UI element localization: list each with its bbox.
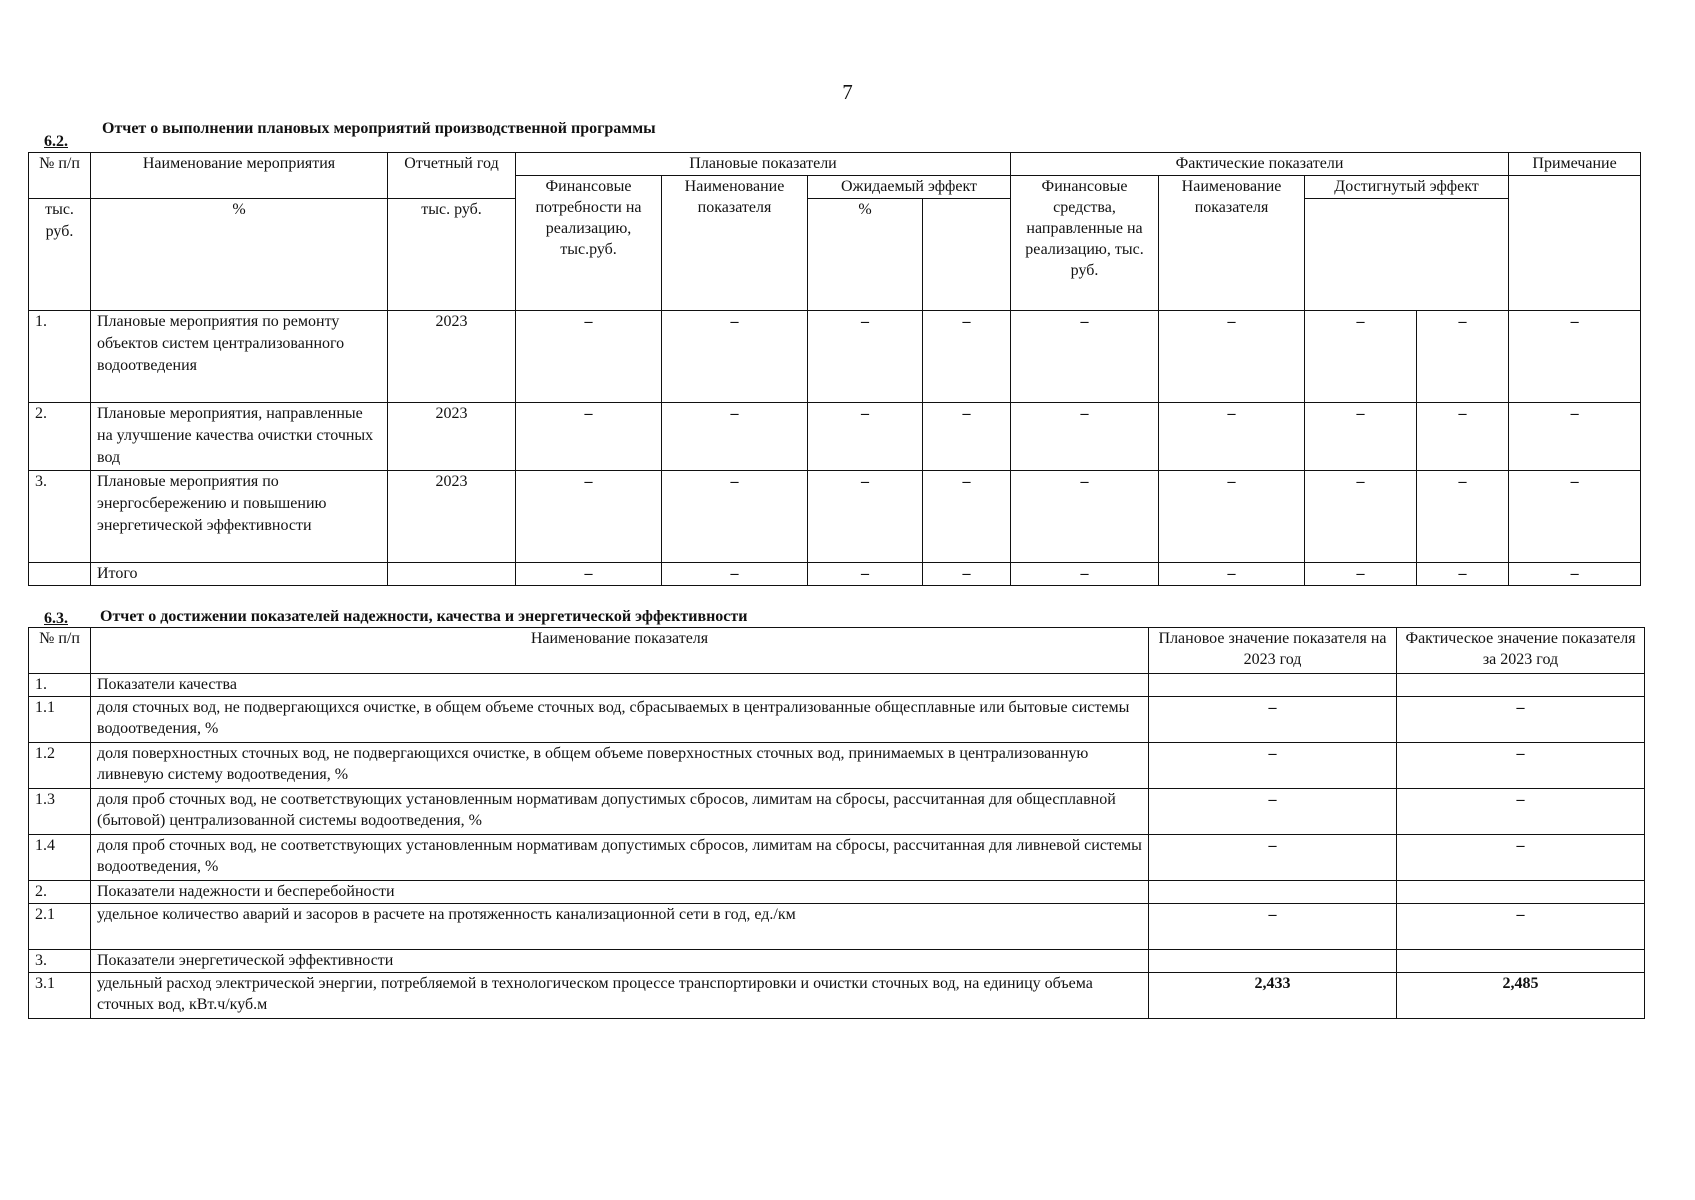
row-value: –	[1305, 471, 1417, 563]
row-value: –	[1305, 403, 1417, 471]
row-num: 1.	[29, 311, 91, 403]
row-indicator-name: удельное количество аварий и засоров в расчете на протяженность канализационной сети в год, ед./км	[91, 904, 1149, 950]
total-value: –	[923, 563, 1011, 586]
row-plan-value	[1149, 674, 1397, 697]
row-plan-value: –	[1149, 789, 1397, 835]
header-num: № п/п	[29, 628, 91, 674]
row-value: –	[923, 403, 1011, 471]
row-measure-name: Плановые мероприятия по энергосбережению и повышению энергетической эффективности	[91, 471, 388, 563]
header-plan-finance: Финансовые потребности на реализацию, тыс.руб.	[516, 176, 662, 311]
row-num: 2.	[29, 881, 91, 904]
row-actual-value: 2,485	[1397, 973, 1645, 1019]
row-indicator-name: Показатели надежности и бесперебойности	[91, 881, 1149, 904]
row-indicator-name: доля сточных вод, не подвергающихся очистке, в общем объеме сточных вод, сбрасываемых в централизованные общесплавные или бытовые системы водоотведения, %	[91, 697, 1149, 743]
row-actual-value: –	[1397, 904, 1645, 950]
row-value: –	[1159, 471, 1305, 563]
total-value: –	[808, 563, 923, 586]
row-actual-value	[1397, 950, 1645, 973]
table-row	[29, 471, 1641, 563]
row-value: –	[1417, 311, 1509, 403]
row-value: –	[1305, 311, 1417, 403]
header-num: № п/п	[29, 153, 91, 199]
row-num: 3.	[29, 950, 91, 973]
total-value: –	[516, 563, 662, 586]
row-value: –	[1509, 403, 1641, 471]
header-actual-value: Фактическое значение показателя за 2023 год	[1397, 628, 1645, 674]
header-plan-indicator: Наименование показателя	[662, 176, 808, 311]
row-measure-name: Плановые мероприятия, направленные на улучшение качества очистки сточных вод	[91, 403, 388, 471]
row-plan-value: –	[1149, 904, 1397, 950]
row-indicator-name: удельный расход электрической энергии, потребляемой в технологическом процессе транспортировки и очистки сточных вод, на единицу объема сточных вод, кВт.ч/куб.м	[91, 973, 1149, 1019]
table-row	[29, 403, 1641, 471]
row-value: –	[808, 471, 923, 563]
row-indicator-name: Показатели качества	[91, 674, 1149, 697]
row-value: –	[516, 311, 662, 403]
row-actual-value: –	[1397, 697, 1645, 743]
header-fact-pct: %	[808, 199, 923, 311]
row-value: –	[1159, 403, 1305, 471]
production-program-table	[28, 152, 1641, 586]
header-indicator-name: Наименование показателя	[91, 628, 1149, 674]
header-report-year: Отчетный год	[388, 153, 516, 199]
row-value: –	[662, 403, 808, 471]
row-value: –	[923, 311, 1011, 403]
row-num: 1.3	[29, 789, 91, 835]
header-achieved-effect: Достигнутый эффект	[1305, 176, 1509, 199]
row-num: 1.1	[29, 697, 91, 743]
section-6-3-number: 6.3.	[44, 610, 68, 627]
row-num: 1.2	[29, 743, 91, 789]
header-plan-pct: %	[91, 199, 388, 311]
header-actual-indicator: Наименование показателя	[1159, 176, 1305, 311]
row-indicator-name: Показатели энергетической эффективности	[91, 950, 1149, 973]
row-plan-value	[1149, 881, 1397, 904]
total-year	[388, 563, 516, 586]
total-value: –	[662, 563, 808, 586]
row-year: 2023	[388, 311, 516, 403]
header-plan-rub: тыс. руб.	[29, 199, 91, 311]
header-measure-name: Наименование мероприятия	[91, 153, 388, 199]
total-value: –	[1011, 563, 1159, 586]
row-value: –	[808, 311, 923, 403]
row-plan-value: –	[1149, 743, 1397, 789]
row-value: –	[1011, 471, 1159, 563]
row-actual-value	[1397, 881, 1645, 904]
row-measure-name: Плановые мероприятия по ремонту объектов систем централизованного водоотведения	[91, 311, 388, 403]
header-note-blank	[1509, 176, 1641, 311]
row-value: –	[1011, 311, 1159, 403]
row-num: 2.1	[29, 904, 91, 950]
row-num: 3.1	[29, 973, 91, 1019]
table-row	[29, 835, 1645, 881]
row-actual-value	[1397, 674, 1645, 697]
total-label: Итого	[91, 563, 388, 586]
total-value: –	[1159, 563, 1305, 586]
row-num: 2.	[29, 403, 91, 471]
header-actual: Фактические показатели	[1011, 153, 1509, 176]
row-value: –	[923, 471, 1011, 563]
row-actual-value: –	[1397, 835, 1645, 881]
row-actual-value: –	[1397, 789, 1645, 835]
row-actual-value: –	[1397, 743, 1645, 789]
section-6-2-number: 6.2.	[44, 133, 68, 150]
row-value: –	[516, 471, 662, 563]
header-note: Примечание	[1509, 153, 1641, 176]
row-plan-value	[1149, 950, 1397, 973]
table-row	[29, 674, 1645, 697]
row-value: –	[1509, 471, 1641, 563]
page-number: 7	[842, 80, 853, 104]
row-num: 3.	[29, 471, 91, 563]
row-value: –	[808, 403, 923, 471]
table-row	[29, 950, 1645, 973]
total-value: –	[1305, 563, 1417, 586]
row-num: 1.	[29, 674, 91, 697]
section-6-2-title: Отчет о выполнении плановых мероприятий производственной программы	[102, 120, 656, 137]
row-plan-value: –	[1149, 835, 1397, 881]
row-num: 1.4	[29, 835, 91, 881]
table-row	[29, 881, 1645, 904]
header-plan-value: Плановое значение показателя на 2023 год	[1149, 628, 1397, 674]
row-value: –	[662, 311, 808, 403]
row-plan-value: 2,433	[1149, 973, 1397, 1019]
row-value: –	[1417, 471, 1509, 563]
row-value: –	[1417, 403, 1509, 471]
header-expected-effect: Ожидаемый эффект	[808, 176, 1011, 199]
header-planned: Плановые показатели	[516, 153, 1011, 176]
row-year: 2023	[388, 403, 516, 471]
row-value: –	[1011, 403, 1159, 471]
row-indicator-name: доля проб сточных вод, не соответствующих установленным нормативам допустимых сбросов, лимитам на сбросы, рассчитанная для ливневой системы водоотведения, %	[91, 835, 1149, 881]
table-row	[29, 789, 1645, 835]
table-row	[29, 904, 1645, 950]
row-value: –	[1159, 311, 1305, 403]
row-indicator-name: доля проб сточных вод, не соответствующих установленным нормативам допустимых сбросов, лимитам на сбросы, рассчитанная для общесплавной (бытовой) централизованной системы водоотведения, %	[91, 789, 1149, 835]
table-row	[29, 973, 1645, 1019]
row-value: –	[1509, 311, 1641, 403]
row-year: 2023	[388, 471, 516, 563]
table-row	[29, 697, 1645, 743]
total-value: –	[1417, 563, 1509, 586]
table-row	[29, 311, 1641, 403]
header-fact-rub: тыс. руб.	[388, 199, 516, 311]
header-actual-finance: Финансовые средства, направленные на реализацию, тыс. руб.	[1011, 176, 1159, 311]
total-num	[29, 563, 91, 586]
row-indicator-name: доля поверхностных сточных вод, не подвергающихся очистке, в общем объеме поверхностных сточных вод, принимаемых в централизованную ливневую систему водоотведения, %	[91, 743, 1149, 789]
total-value: –	[1509, 563, 1641, 586]
section-6-3-title: Отчет о достижении показателей надежности, качества и энергетической эффективности	[100, 608, 748, 625]
table-row	[29, 743, 1645, 789]
row-plan-value: –	[1149, 697, 1397, 743]
row-value: –	[516, 403, 662, 471]
row-value: –	[662, 471, 808, 563]
indicators-table	[28, 627, 1645, 1019]
